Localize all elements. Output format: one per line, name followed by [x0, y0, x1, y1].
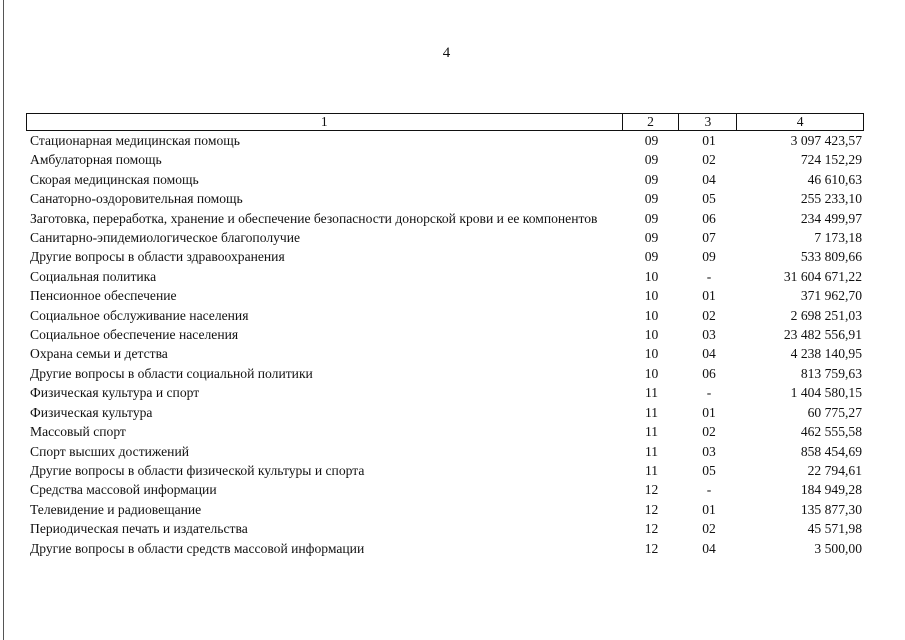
row-section-code: 10 — [644, 327, 659, 343]
row-subsection-code: - — [706, 385, 712, 401]
row-subsection-code: 02 — [702, 152, 716, 168]
row-amount: 724 152,29 — [800, 152, 862, 168]
row-subsection-code: 06 — [702, 365, 716, 381]
row-section-code: 12 — [644, 521, 659, 537]
row-section-code: 11 — [644, 443, 659, 459]
row-section-code: 09 — [644, 191, 659, 207]
row-name: Периодическая печать и издательства — [30, 521, 248, 537]
table-row — [26, 247, 864, 266]
table-row — [26, 500, 864, 519]
row-section-code: 09 — [644, 230, 659, 246]
table-row — [26, 306, 864, 325]
row-section-code: 10 — [644, 346, 659, 362]
row-subsection-code: 01 — [702, 133, 716, 148]
table-row — [26, 480, 864, 499]
row-amount: 184 949,28 — [800, 482, 862, 498]
row-amount: 371 962,70 — [800, 288, 862, 304]
row-subsection-code: 02 — [702, 424, 716, 440]
table-row — [26, 170, 864, 189]
table-row — [26, 189, 864, 208]
row-name: Другие вопросы в области средств массовой информации — [30, 540, 365, 556]
row-subsection-code: 02 — [702, 307, 716, 323]
row-name: Физическая культура — [30, 404, 153, 420]
table-row — [26, 403, 864, 422]
header-col-1: 1 — [27, 114, 623, 130]
row-subsection-code: 05 — [702, 191, 716, 207]
budget-table — [26, 113, 864, 558]
row-section-code: 11 — [644, 385, 659, 401]
row-section-code: 12 — [644, 540, 659, 556]
row-amount: 3 097 423,57 — [790, 133, 862, 148]
row-name: Заготовка, переработка, хранение и обеспечение безопасности донорской крови и ее компонентов — [30, 210, 598, 226]
row-section-code: 09 — [644, 152, 659, 168]
row-amount: 31 604 671,22 — [783, 268, 862, 284]
table-row — [26, 442, 864, 461]
row-subsection-code: - — [706, 268, 712, 284]
row-name: Охрана семьи и детства — [30, 346, 168, 362]
row-name: Телевидение и радиовещание — [30, 501, 202, 517]
row-section-code: 11 — [644, 404, 659, 420]
row-amount: 4 238 140,95 — [790, 346, 862, 362]
table-row — [26, 344, 864, 363]
row-amount: 813 759,63 — [800, 365, 862, 381]
header-col-4: 4 — [796, 114, 804, 129]
row-section-code: 11 — [644, 424, 659, 440]
row-subsection-code: 04 — [702, 346, 716, 362]
row-name: Пенсионное обеспечение — [30, 288, 177, 304]
row-subsection-code: 07 — [702, 230, 716, 246]
table-row — [26, 364, 864, 383]
row-name: Другие вопросы в области физической культуры и спорта — [30, 462, 365, 478]
table-row — [26, 209, 864, 228]
row-amount: 135 877,30 — [800, 501, 862, 517]
row-section-code: 09 — [644, 171, 659, 187]
row-subsection-code: 01 — [702, 288, 716, 304]
row-name: Санаторно-оздоровительная помощь — [30, 191, 243, 207]
row-amount: 7 173,18 — [814, 230, 862, 246]
row-name: Физическая культура и спорт — [30, 385, 200, 401]
row-name: Другие вопросы в области здравоохранения — [30, 249, 285, 265]
row-name: Спорт высших достижений — [30, 443, 189, 459]
row-name: Другие вопросы в области социальной политики — [30, 365, 313, 381]
row-section-code: 10 — [644, 365, 659, 381]
row-name: Средства массовой информации — [30, 482, 217, 498]
row-subsection-code: 01 — [702, 404, 716, 420]
row-amount: 23 482 556,91 — [783, 327, 862, 343]
table-row — [26, 519, 864, 538]
row-name: Социальное обслуживание населения — [30, 307, 249, 323]
table-row — [26, 267, 864, 286]
row-subsection-code: 03 — [702, 327, 716, 343]
row-amount: 462 555,58 — [800, 424, 862, 440]
table-row — [26, 461, 864, 480]
row-name: Стационарная медицинская помощь — [30, 133, 240, 148]
row-section-code: 09 — [644, 210, 659, 226]
table-header-row — [26, 113, 864, 131]
row-amount: 45 571,98 — [807, 521, 862, 537]
row-name: Санитарно-эпидемиологическое благополучие — [30, 230, 301, 246]
table-row — [26, 539, 864, 558]
row-subsection-code: - — [706, 482, 712, 498]
row-subsection-code: 09 — [702, 249, 716, 265]
row-subsection-code: 04 — [702, 540, 716, 556]
table-row — [26, 422, 864, 441]
row-amount: 858 454,69 — [800, 443, 862, 459]
row-amount: 533 809,66 — [800, 249, 862, 265]
row-subsection-code: 06 — [702, 210, 716, 226]
header-col-3: 3 — [679, 114, 737, 130]
row-section-code: 12 — [644, 501, 659, 517]
row-section-code: 10 — [644, 268, 659, 284]
row-subsection-code: 01 — [702, 501, 716, 517]
row-section-code: 11 — [644, 462, 659, 478]
row-amount: 3 500,00 — [814, 540, 862, 556]
row-amount: 1 404 580,15 — [790, 385, 862, 401]
row-amount: 255 233,10 — [800, 191, 862, 207]
row-section-code: 09 — [644, 249, 659, 265]
row-subsection-code: 03 — [702, 443, 716, 459]
table-row — [26, 131, 864, 150]
row-amount: 46 610,63 — [807, 171, 862, 187]
row-name: Амбулаторная помощь — [30, 152, 162, 168]
row-section-code: 09 — [644, 133, 659, 148]
table-body — [26, 131, 864, 558]
row-section-code: 10 — [644, 288, 659, 304]
row-amount: 22 794,61 — [807, 462, 862, 478]
row-name: Социальная политика — [30, 268, 157, 284]
row-amount: 2 698 251,03 — [790, 307, 862, 323]
row-name: Социальное обеспечение населения — [30, 327, 239, 343]
row-amount: 60 775,27 — [807, 404, 862, 420]
row-amount: 234 499,97 — [800, 210, 862, 226]
row-subsection-code: 04 — [702, 171, 716, 187]
page-number: 4 — [442, 45, 451, 61]
row-section-code: 12 — [644, 482, 659, 498]
row-subsection-code: 02 — [702, 521, 716, 537]
row-subsection-code: 05 — [702, 462, 716, 478]
row-name: Массовый спорт — [30, 424, 126, 440]
table-row — [26, 286, 864, 305]
page-edge-line — [3, 0, 4, 640]
header-col-2: 2 — [623, 114, 680, 130]
row-section-code: 10 — [644, 307, 659, 323]
table-row — [26, 325, 864, 344]
table-row — [26, 383, 864, 402]
table-row — [26, 150, 864, 169]
row-name: Скорая медицинская помощь — [30, 171, 199, 187]
table-row — [26, 228, 864, 247]
